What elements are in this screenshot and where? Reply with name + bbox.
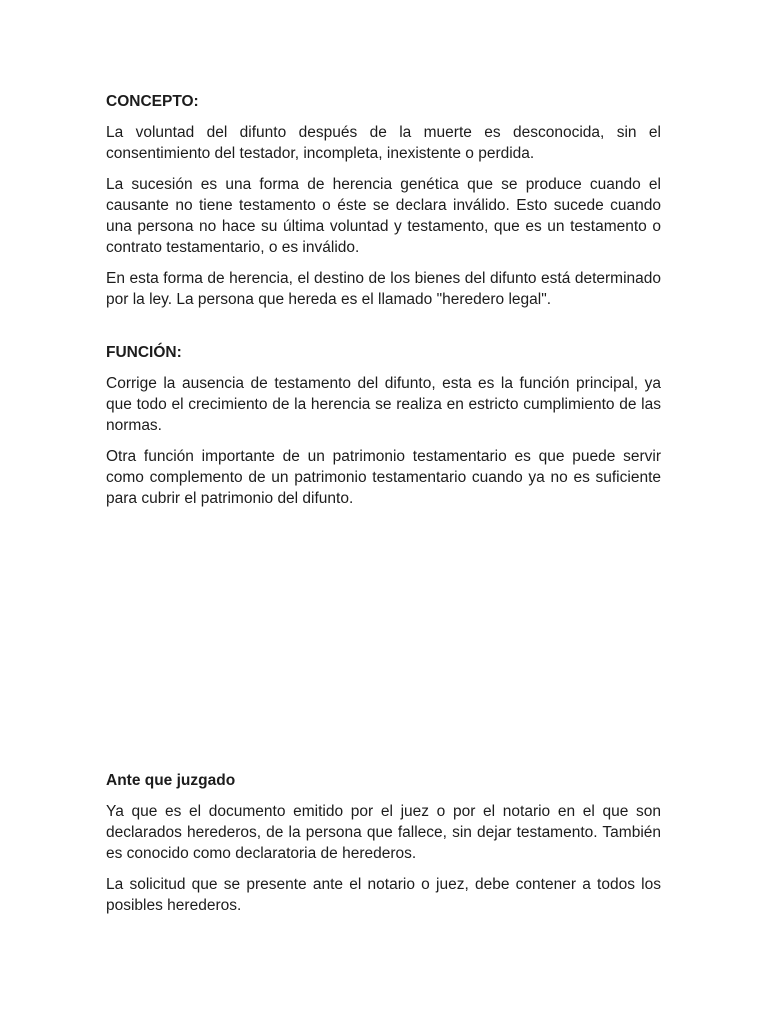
paragraph-funcion-2: Otra función importante de un patrimonio testamentario es que puede servir como complemento de un patrimonio testamentario cuando ya no es suficiente para cubrir el patrimonio del difunto. [106, 448, 661, 507]
heading-funcion: FUNCIÓN: [106, 344, 182, 361]
heading-concepto: CONCEPTO: [106, 93, 199, 110]
paragraph-juzgado-2: La solicitud que se presente ante el notario o juez, debe contener a todos los posibles herederos. [106, 876, 661, 914]
heading-ante-que-juzgado: Ante que juzgado [106, 772, 236, 789]
paragraph-concepto-1: La voluntad del difunto después de la muerte es desconocida, sin el consentimiento del testador, incompleta, inexistente o perdida. [106, 124, 661, 162]
paragraph-concepto-3: En esta forma de herencia, el destino de los bienes del difunto está determinado por la ley. La persona que hereda es el llamado "heredero legal". [106, 270, 661, 308]
paragraph-juzgado-1: Ya que es el documento emitido por el juez o por el notario en el que son declarados herederos, de la persona que fallece, sin dejar testamento. También es conocido como declaratoria de herederos. [106, 803, 661, 862]
document-page [106, 0, 661, 1024]
paragraph-concepto-2: La sucesión es una forma de herencia genética que se produce cuando el causante no tiene testamento o éste se declara inválido. Esto sucede cuando una persona no hace su última voluntad y testamento, que es un testamento o contrato testamentario, o es inválido. [106, 176, 661, 256]
paragraph-funcion-1: Corrige la ausencia de testamento del difunto, esta es la función principal, ya que todo el crecimiento de la herencia se realiza en estricto cumplimiento de las normas. [106, 375, 661, 434]
